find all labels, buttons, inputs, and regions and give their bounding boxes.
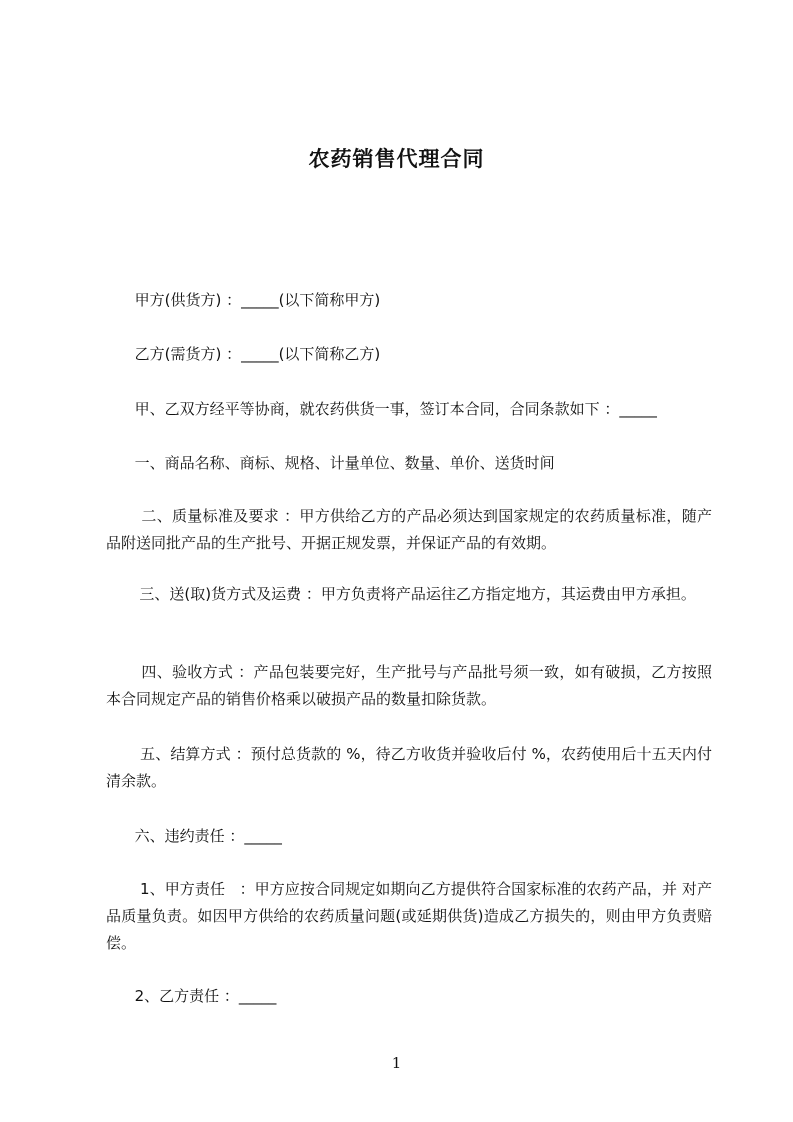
- clause-6-liability: 六、违约责任 ：_____: [106, 827, 282, 845]
- party-b-line: 乙方(需货方) ：_____(以下简称乙方): [106, 345, 381, 363]
- clause-6-2-party-b: 2、乙方责任 ：_____: [106, 987, 277, 1005]
- clause-6-1-party-a: 1、甲方责任 ：甲方应按合同规定如期向乙方提供符合国家标准的农药产品，并 对产品质量负责。如因甲方供给的农药质量问题(或延期供货)造成乙方损失的，则由甲方负责赔偿。: [106, 880, 712, 952]
- clause-5-settlement: 五、结算方式 ：预付总货款的 %，待乙方收货并验收后付 %，农药使用后十五天内付清余款。: [106, 745, 712, 790]
- clause-1-heading: 一、商品名称、商标、规格、计量单位、数量、单价、送货时间: [106, 454, 555, 472]
- preamble-paragraph: 甲、乙双方经平等协商，就农药供货一事，签订本合同，合同条款如下 ：_____: [106, 400, 657, 418]
- clause-3-delivery: 三、送(取)货方式及运费 ：甲方负责将产品运往乙方指定地方，其运费由甲方承担。: [106, 585, 696, 603]
- party-a-line: 甲方(供货方) ：_____(以下简称甲方): [106, 291, 381, 309]
- clause-4-inspection: 四、验收方式 ：产品包装要完好，生产批号与产品批号须一致，如有破损，乙方按照本合同规定产品的销售价格乘以破损产品的数量扣除货款。: [106, 663, 712, 708]
- clause-2-quality: 二、质量标准及要求 ：甲方供给乙方的产品必须达到国家规定的农药质量标准，随产品附送同批产品的生产批号、开据正规发票，并保证产品的有效期。: [106, 507, 712, 552]
- page-number: 1: [391, 1054, 402, 1072]
- page-title: 农药销售代理合同: [308, 147, 485, 171]
